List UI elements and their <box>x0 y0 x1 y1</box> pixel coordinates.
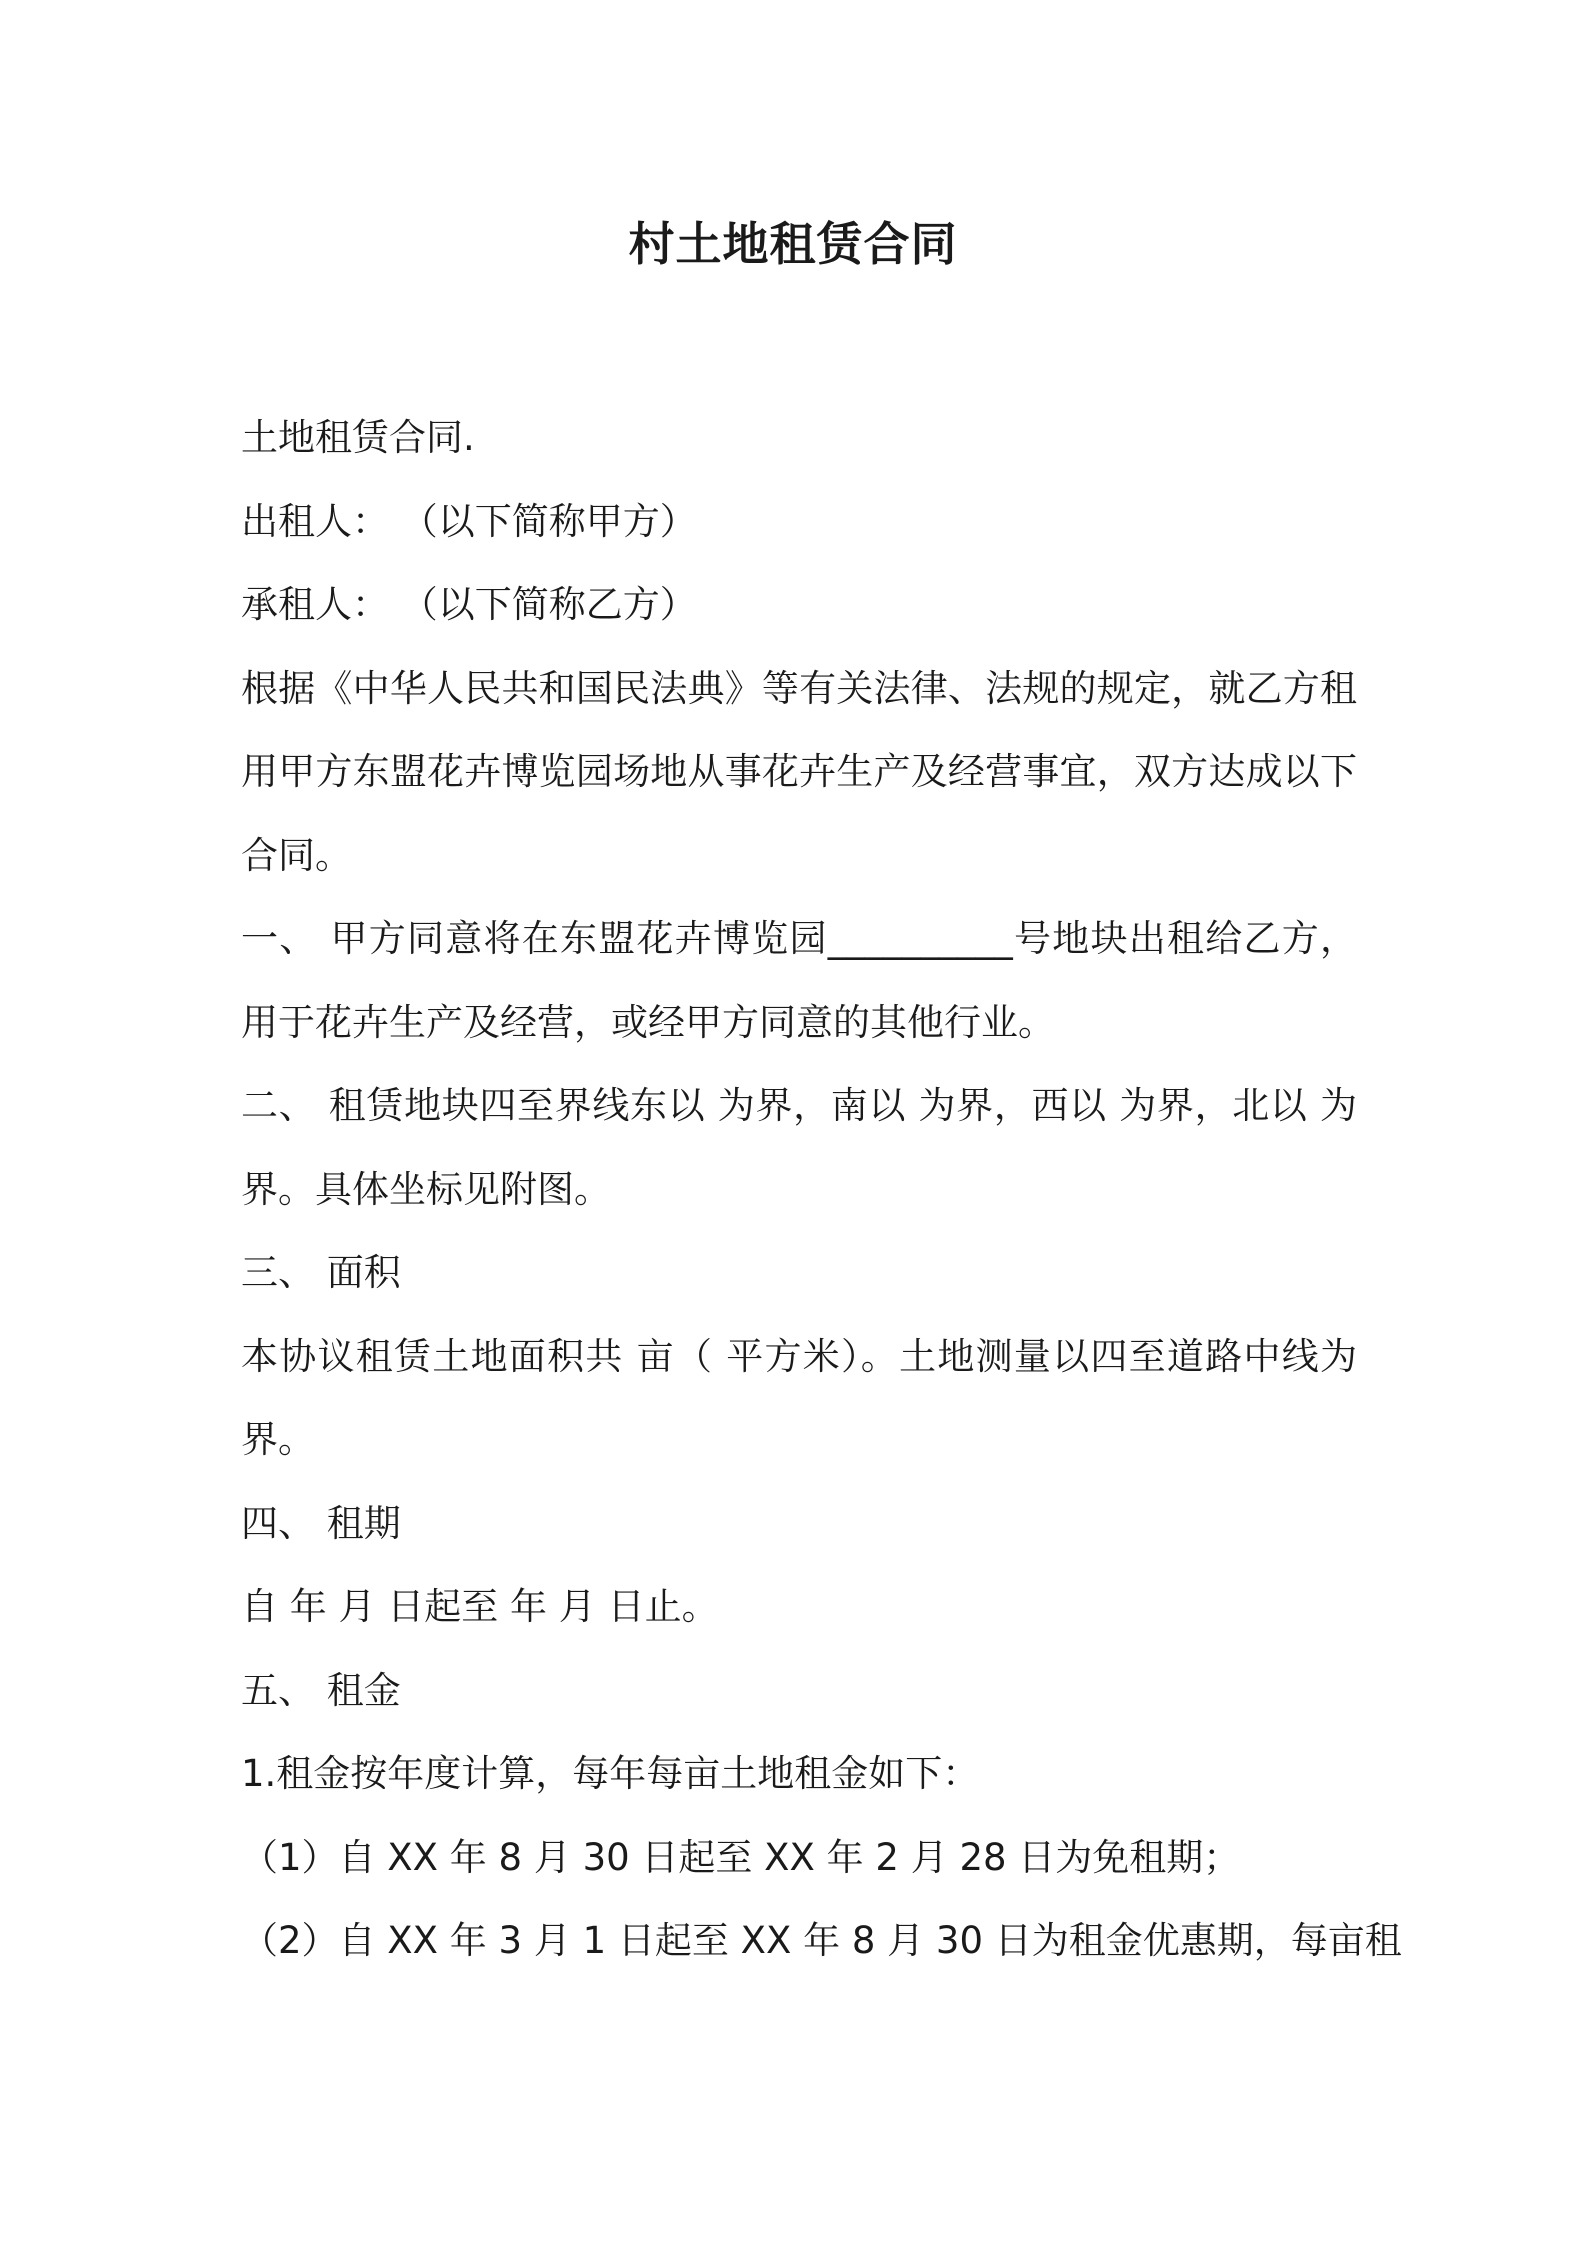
doc-line-preamble-2: 用甲方东盟花卉博览园场地从事花卉生产及经营事宜，双方达成以下 <box>241 750 1357 793</box>
doc-line-lessee: 承租人： （以下简称乙方） <box>241 583 697 626</box>
doc-line-clause-5-1-1: （1）自 XX 年 8 月 30 日起至 XX 年 2 月 28 日为免租期； <box>241 1836 1241 1879</box>
doc-line-preamble-3: 合同。 <box>241 834 352 877</box>
doc-line-preamble-1: 根据《中华人民共和国民法典》等有关法律、法规的规定，就乙方租 <box>241 667 1357 710</box>
doc-line-clause-1a: 一、 甲方同意将在东盟花卉博览园__________号地块出租给乙方， <box>241 917 1357 960</box>
doc-line-clause-3a: 本协议租赁土地面积共 亩（ 平方米）。土地测量以四至道路中线为 <box>241 1335 1357 1378</box>
doc-line-clause-3-heading: 三、 面积 <box>241 1251 401 1294</box>
document-title: 村土地租赁合同 <box>628 217 958 271</box>
doc-line-clause-2b: 界。具体坐标见附图。 <box>241 1168 611 1211</box>
doc-line-clause-1b: 用于花卉生产及经营，或经甲方同意的其他行业。 <box>241 1001 1055 1044</box>
doc-line-clause-3b: 界。 <box>241 1418 315 1461</box>
doc-line-clause-4-heading: 四、 租期 <box>241 1502 401 1545</box>
doc-line-clause-5-heading: 五、 租金 <box>241 1669 401 1712</box>
doc-line-heading: 土地租赁合同. <box>241 416 475 459</box>
doc-line-clause-5-1: 1.租金按年度计算，每年每亩土地租金如下： <box>241 1752 980 1795</box>
doc-line-lessor: 出租人： （以下简称甲方） <box>241 500 697 543</box>
doc-line-clause-2a: 二、 租赁地块四至界线东以 为界，南以 为界，西以 为界，北以 为 <box>241 1084 1357 1127</box>
doc-line-clause-4a: 自 年 月 日起至 年 月 日止。 <box>241 1585 719 1628</box>
doc-line-clause-5-1-2: （2）自 XX 年 3 月 1 日起至 XX 年 8 月 30 日为租金优惠期，每亩租 <box>241 1919 1402 1962</box>
